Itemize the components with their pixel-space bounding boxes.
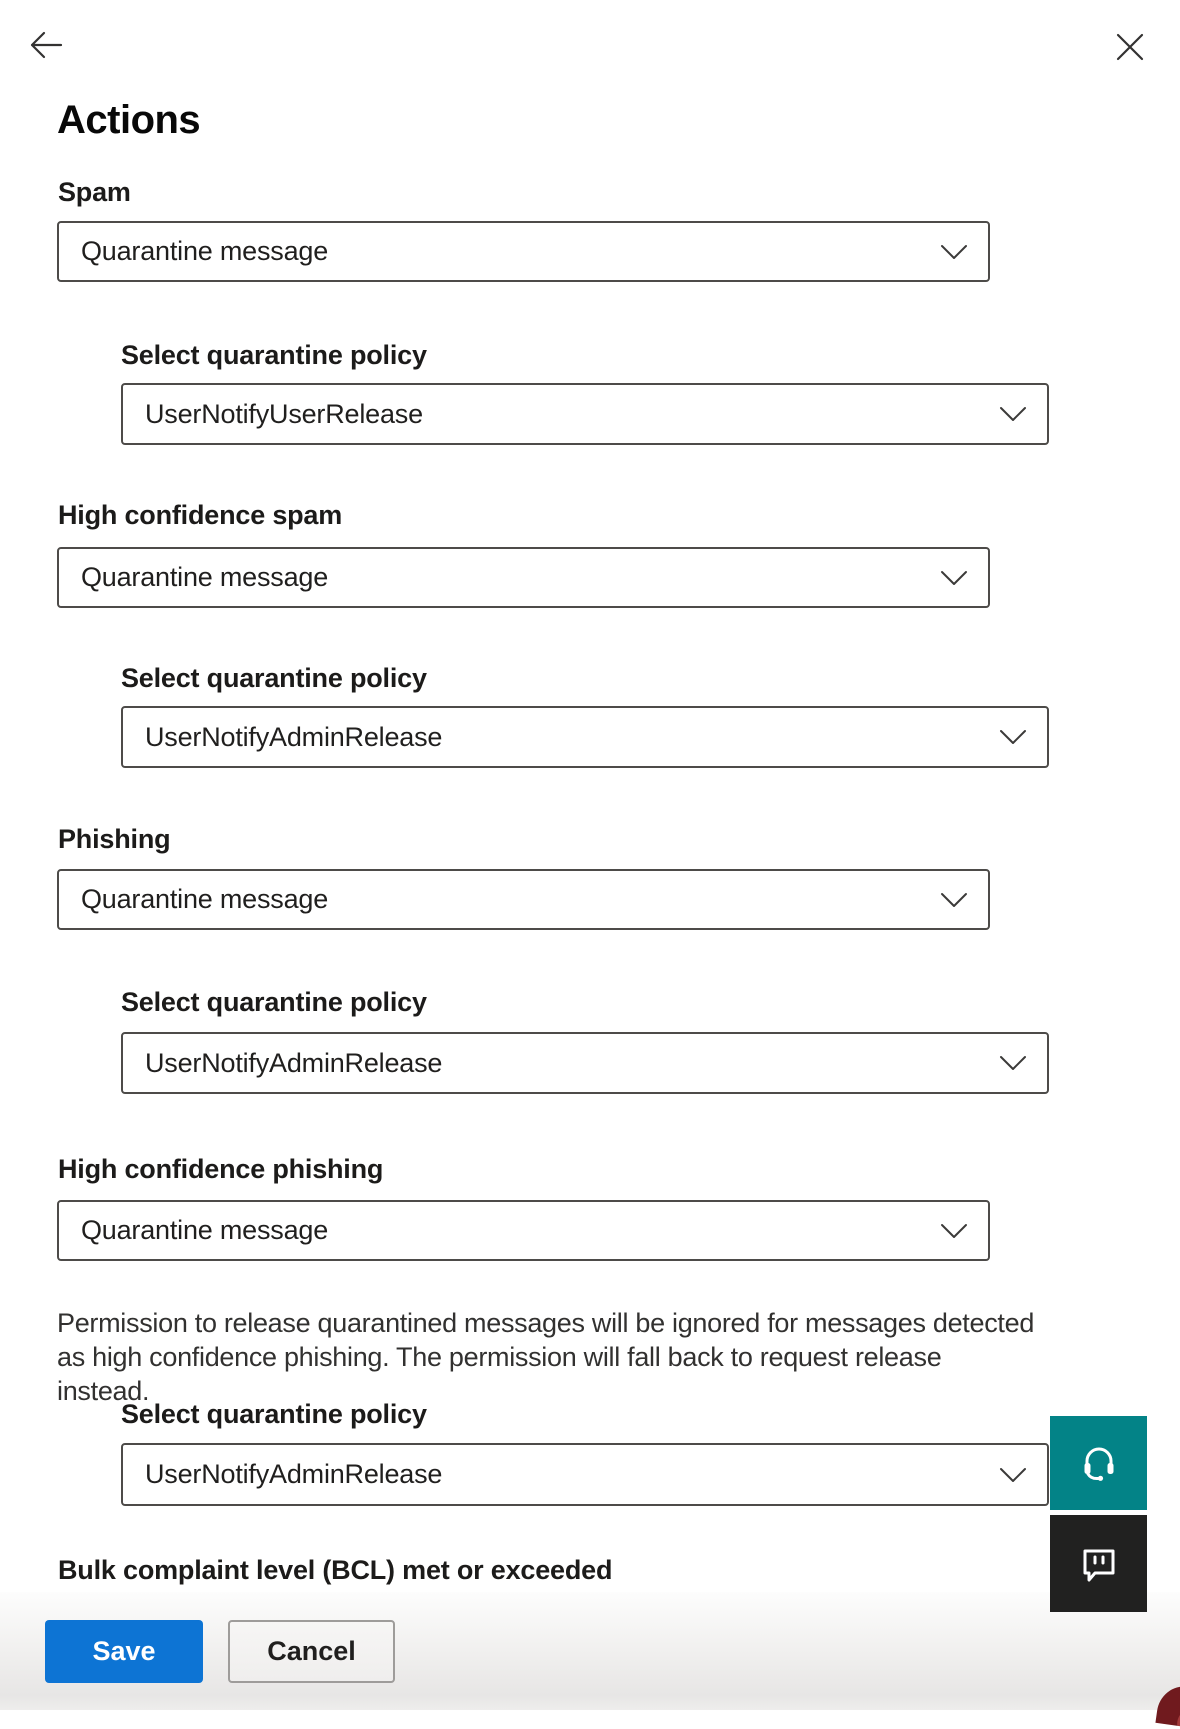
section-label-high-confidence-spam: High confidence spam: [58, 500, 343, 530]
phishing-action-dropdown[interactable]: [57, 869, 990, 930]
phishing-policy-label: Select quarantine policy: [121, 987, 427, 1017]
spam-policy-label: Select quarantine policy: [121, 340, 427, 370]
feedback-button[interactable]: [1050, 1515, 1147, 1612]
phishing-action-value: Quarantine message: [81, 884, 329, 914]
cancel-button[interactable]: Cancel: [228, 1620, 395, 1683]
chevron-down-icon: [940, 244, 968, 260]
chevron-down-icon: [940, 892, 968, 908]
spam-policy-value: UserNotifyUserRelease: [145, 399, 423, 429]
high-confidence-phishing-action-value: Quarantine message: [81, 1215, 329, 1245]
phishing-policy-value: UserNotifyAdminRelease: [145, 1048, 443, 1078]
spam-action-value: Quarantine message: [81, 236, 329, 266]
high-confidence-spam-policy-value: UserNotifyAdminRelease: [145, 722, 443, 752]
arrow-left-icon: [28, 50, 64, 65]
headset-icon: [1056, 1442, 1141, 1484]
chat-bubble-icon: [1056, 1543, 1141, 1585]
high-confidence-phishing-policy-value: UserNotifyAdminRelease: [145, 1459, 443, 1489]
high-confidence-spam-policy-dropdown[interactable]: [121, 706, 1049, 768]
chevron-down-icon: [940, 570, 968, 586]
close-icon: [1115, 50, 1145, 65]
chevron-down-icon: [999, 406, 1027, 422]
back-button[interactable]: [24, 24, 68, 68]
page-title: Actions: [57, 98, 201, 142]
high-confidence-spam-action-value: Quarantine message: [81, 562, 329, 592]
save-button[interactable]: Save: [45, 1620, 203, 1683]
high-confidence-spam-policy-label: Select quarantine policy: [121, 663, 427, 693]
high-confidence-spam-action-dropdown[interactable]: [57, 547, 990, 608]
footer-bar: [0, 1592, 1180, 1710]
chevron-down-icon: [940, 1223, 968, 1239]
chevron-down-icon: [999, 1467, 1027, 1483]
section-label-spam: Spam: [58, 177, 131, 207]
section-label-phishing: Phishing: [58, 824, 171, 854]
high-confidence-phishing-policy-label: Select quarantine policy: [121, 1399, 427, 1429]
section-label-high-confidence-phishing: High confidence phishing: [58, 1154, 384, 1184]
high-confidence-phishing-note: Permission to release quarantined messages will be ignored for messages detected as high confidence phishing. The permission will fall back to request release instead.: [57, 1308, 1035, 1406]
section-label-bulk-complaint-level: Bulk complaint level (BCL) met or exceeded: [58, 1555, 613, 1585]
help-button[interactable]: [1050, 1416, 1147, 1510]
high-confidence-phishing-policy-dropdown[interactable]: [121, 1443, 1049, 1506]
chevron-down-icon: [999, 729, 1027, 745]
chevron-down-icon: [999, 1055, 1027, 1071]
high-confidence-phishing-action-dropdown[interactable]: [57, 1200, 990, 1261]
spam-action-dropdown[interactable]: [57, 221, 990, 282]
close-button[interactable]: [1108, 26, 1152, 70]
spam-policy-dropdown[interactable]: [121, 383, 1049, 445]
phishing-policy-dropdown[interactable]: [121, 1032, 1049, 1094]
